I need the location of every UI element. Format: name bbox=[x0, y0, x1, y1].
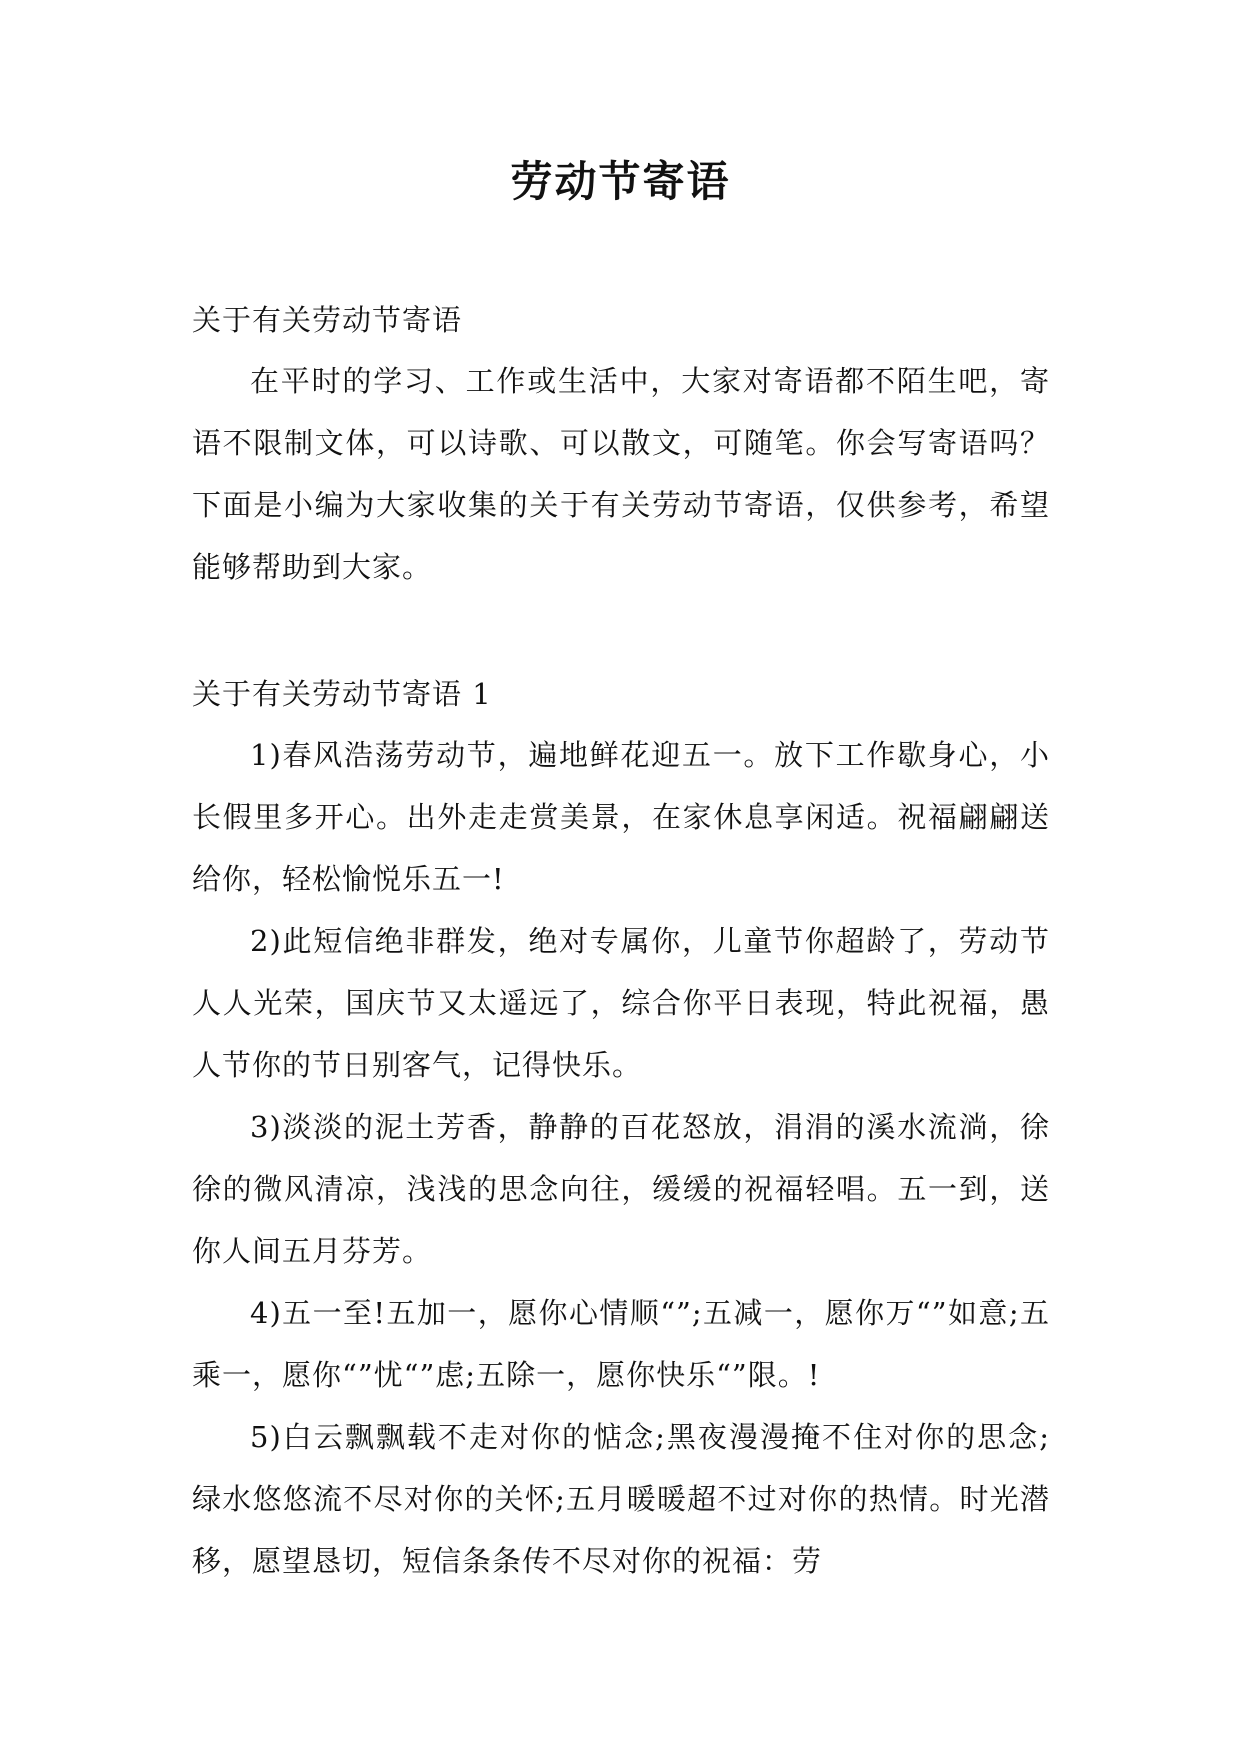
list-item: 2)此短信绝非群发，绝对专属你，儿童节你超龄了，劳动节人人光荣，国庆节又太遥远了，综合你平日表现，特此祝福，愚人节你的节日别客气，记得快乐。 bbox=[192, 924, 1050, 1082]
intro-heading: 关于有关劳动节寄语 bbox=[192, 303, 463, 337]
list-item: 5)白云飘飘载不走对你的惦念;黑夜漫漫掩不住对你的思念;绿水悠悠流不尽对你的关怀;五月暖暖超不过对你的热情。时光潜移，愿望恳切，短信条条传不尽对你的祝福：劳 bbox=[192, 1420, 1050, 1578]
section-heading: 关于有关劳动节寄语 1 bbox=[192, 677, 492, 711]
document-body bbox=[192, 290, 1050, 1592]
intro-paragraph: 在平时的学习、工作或生活中，大家对寄语都不陌生吧，寄语不限制文体，可以诗歌、可以散文，可随笔。你会写寄语吗？下面是小编为大家收集的关于有关劳动节寄语，仅供参考，希望能够帮助到大家。 bbox=[192, 364, 1050, 584]
section-spacer bbox=[192, 598, 1050, 664]
list-item: 1)春风浩荡劳动节，遍地鲜花迎五一。放下工作歇身心，小长假里多开心。出外走走赏美景，在家休息享闲适。祝福翩翩送给你，轻松愉悦乐五一! bbox=[192, 738, 1050, 896]
list-item: 3)淡淡的泥土芳香，静静的百花怒放，涓涓的溪水流淌，徐徐的微风清凉，浅浅的思念向往，缓缓的祝福轻唱。五一到，送你人间五月芬芳。 bbox=[192, 1110, 1050, 1268]
document-title: 劳动节寄语 bbox=[510, 157, 731, 206]
list-item: 4)五一至!五加一，愿你心情顺“”;五减一，愿你万“”如意;五乘一，愿你“”忧“”虑;五除一，愿你快乐“”限。! bbox=[192, 1296, 1050, 1392]
